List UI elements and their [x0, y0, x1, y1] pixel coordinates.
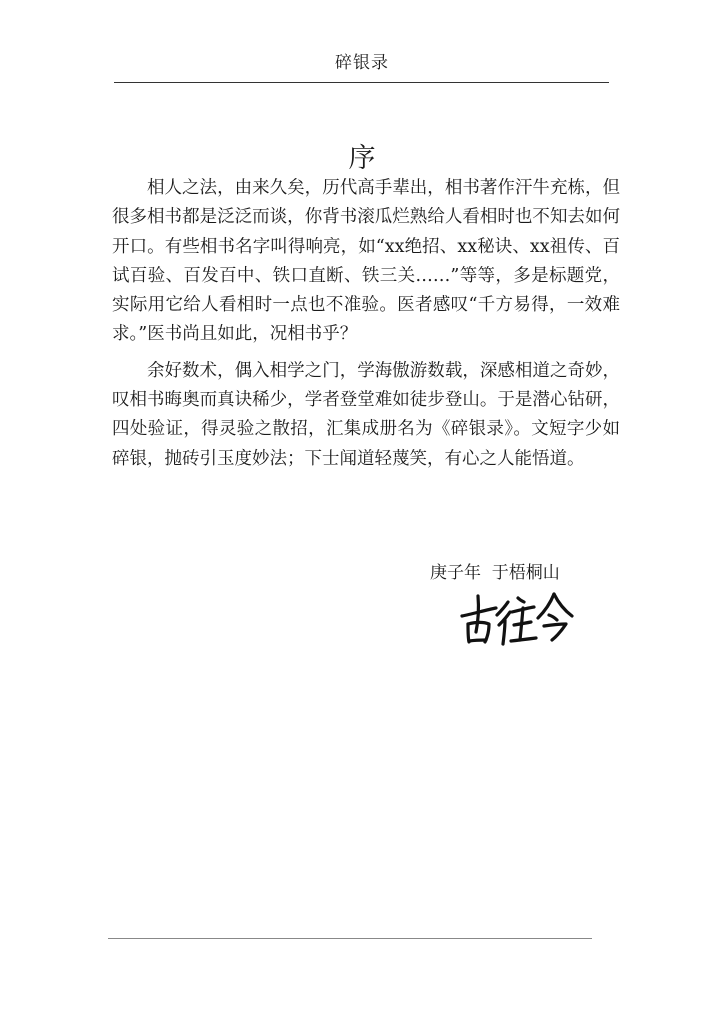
section-title: 序 — [348, 143, 376, 174]
paragraph-1: 相人之法，由来久矣，历代高手辈出，相书著作汗牛充栋，但很多相书都是泛泛而谈，你背书滚瓜烂熟给人看相时也不知去如何开口。有些相书名字叫得响亮，如“xx绝招、xx秘诀、xx祖传、百试百验、百发百中、铁口直断、铁三关……”等等，多是标题党，实际用它给人看相时一点也不准验。医者感叹“千方易得，一效难求。”医书尚且如此，况相书乎？ — [112, 178, 620, 345]
preface-body — [112, 174, 620, 481]
header-rule — [114, 82, 609, 83]
footer-rule — [108, 938, 592, 939]
handwritten-signature — [456, 588, 574, 648]
signoff-date-place: 庚子年 于梧桐山 — [430, 563, 560, 583]
paragraph-2: 余好数术，偶入相学之门，学海傲游数载，深感相道之奇妙，叹相书晦奥而真诀稀少，学者登堂难如徒步登山。于是潜心钻研，四处验证，得灵验之散招，汇集成册名为《碎银录》。文短字少如碎银，抛砖引玉度妙法；下士闻道轻蔑笑，有心之人能悟道。 — [112, 360, 620, 469]
running-header: 碎银录 — [335, 53, 389, 73]
